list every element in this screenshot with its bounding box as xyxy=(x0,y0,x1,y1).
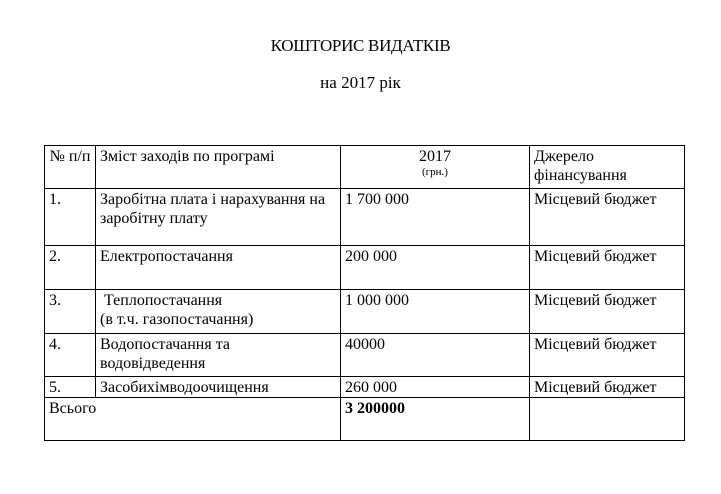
table-row xyxy=(45,246,685,290)
row-amount-cell: 1 700 000 xyxy=(341,189,530,246)
row-content-cell: Заробітна плата і нарахування на заробітну плату xyxy=(96,189,341,246)
row-content-cell xyxy=(96,290,341,334)
header-content-cell xyxy=(96,146,341,189)
row-content-cell: Водопостачання та водовідведення xyxy=(96,334,341,377)
document-subtitle: на 2017 рік xyxy=(320,73,401,92)
document-title: КОШТОРИС ВИДАТКІВ xyxy=(270,36,451,55)
row-content-text: Теплопостачання xyxy=(104,292,223,309)
header-num-cell xyxy=(45,146,96,189)
table-header-row xyxy=(45,146,685,189)
row-num-cell: 3. xyxy=(45,290,96,334)
row-amount-cell: 260 000 xyxy=(341,377,530,398)
header-source-cell xyxy=(530,146,685,189)
header-num-label: № п/п xyxy=(49,148,91,165)
row-num-cell: 2. xyxy=(45,246,96,290)
row-num-cell: 4. xyxy=(45,334,96,377)
row-amount-cell: 200 000 xyxy=(341,246,530,290)
budget-table xyxy=(44,145,685,441)
row-source-cell: Місцевий бюджет xyxy=(530,189,685,246)
total-label-cell: Всього xyxy=(45,398,341,441)
row-source-cell: Місцевий бюджет xyxy=(530,290,685,334)
row-source-cell: Місцевий бюджет xyxy=(530,246,685,290)
total-source-cell xyxy=(530,398,685,441)
header-content-label: Зміст заходів по програмі xyxy=(100,148,275,165)
table-row xyxy=(45,290,685,334)
table-total-row xyxy=(45,398,685,441)
row-source-cell: Місцевий бюджет xyxy=(530,334,685,377)
row-num-cell: 1. xyxy=(45,189,96,246)
row-content-note: (в т.ч. газопостачання) xyxy=(100,311,254,328)
row-source-cell: Місцевий бюджет xyxy=(530,377,685,398)
row-content-cell: Електропостачання xyxy=(96,246,341,290)
header-year-cell xyxy=(341,146,530,189)
total-amount-cell: 3 200000 xyxy=(341,398,530,441)
row-num-cell: 5. xyxy=(45,377,96,398)
row-amount-cell: 1 000 000 xyxy=(341,290,530,334)
header-year-label: 2017 xyxy=(419,148,451,165)
header-source-label: Джерело фінансування xyxy=(534,148,627,184)
table-row xyxy=(45,377,685,398)
header-unit-label: (грн.) xyxy=(422,166,448,178)
table-row xyxy=(45,189,685,246)
row-content-cell: Засобихімводоочищення xyxy=(96,377,341,398)
row-amount-cell: 40000 xyxy=(341,334,530,377)
table-row xyxy=(45,334,685,377)
